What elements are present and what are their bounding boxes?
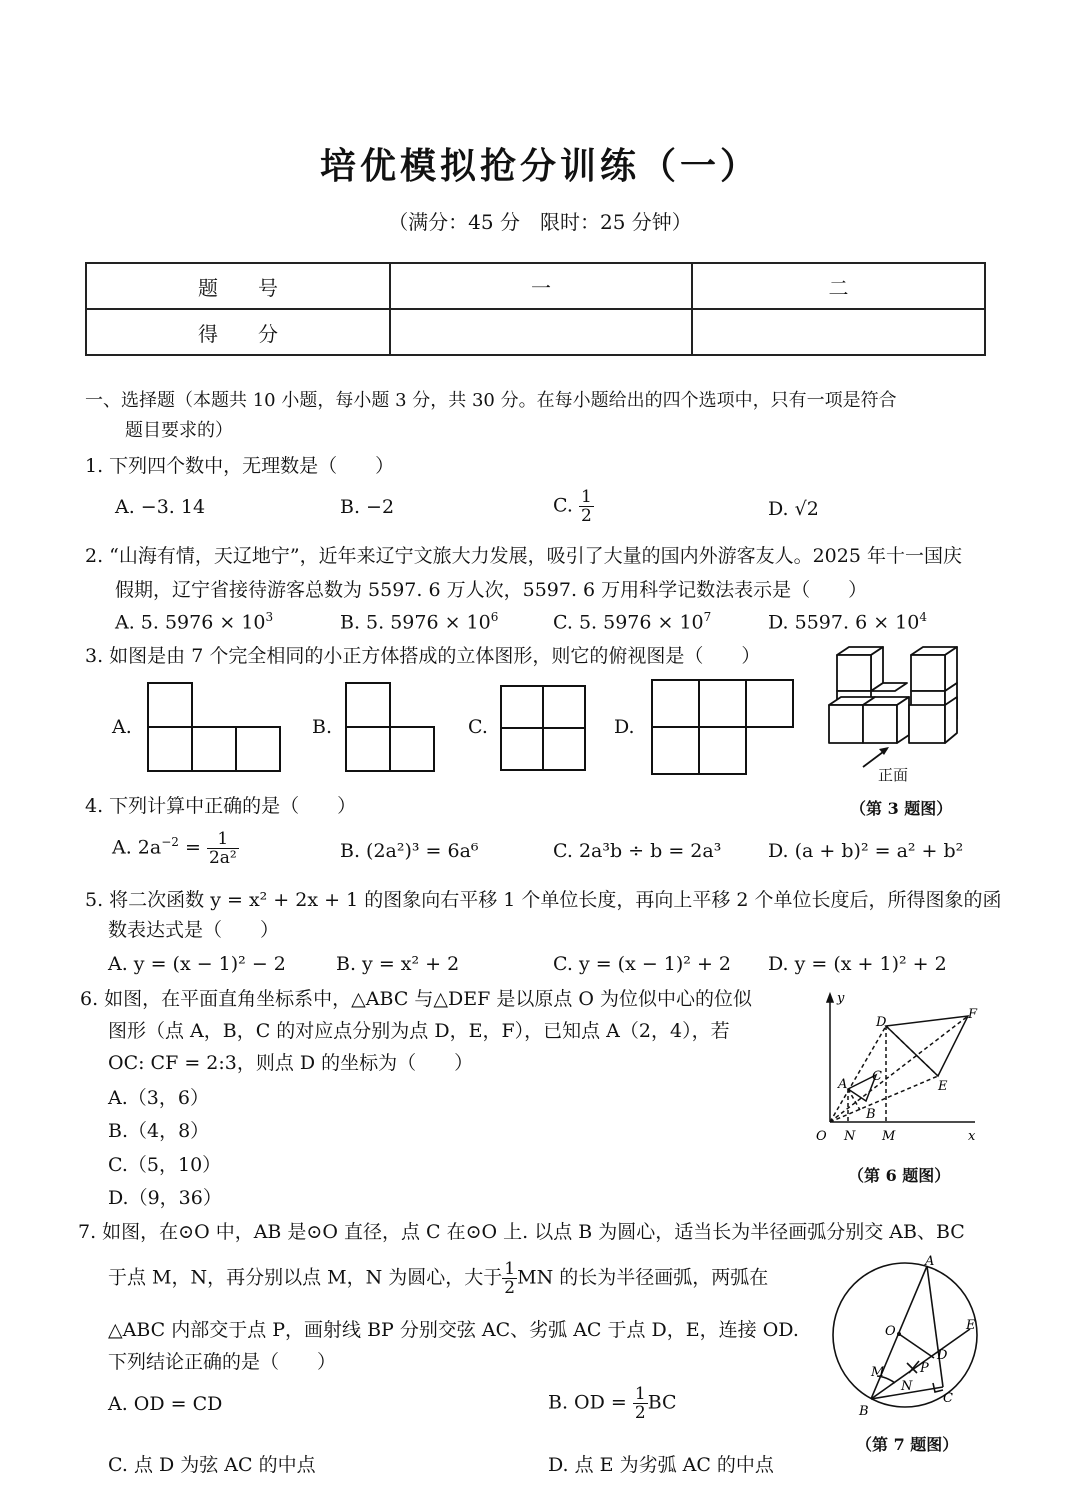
score-table-cell: 题 号 [86,263,390,309]
q2-a-base: A. 5. 5976 × 10 [115,611,266,634]
chord-ac [927,1266,943,1387]
q4-a-exp: −2 [161,835,179,850]
q1-c-numerator: 1 [580,487,592,507]
fig6-label-b: B [866,1107,876,1122]
q7-line2-pre: 于点 M，N，再分别以点 M，N 为圆心，大于 [108,1266,503,1289]
q4-option-c: C. 2a³b ÷ b = 2a³ [553,840,722,862]
score-table [85,262,986,356]
q1-option-d-value: √2 [794,498,819,520]
q7-line2-denominator: 2 [504,1278,516,1298]
q3-option-d-label: D. [614,716,635,738]
fig6-label-d: D [876,1015,887,1030]
q7-option-a: A. OD = CD [108,1393,223,1415]
fig7-label-n: N [901,1379,913,1394]
q6-caption: （第 6 题图） [848,1166,951,1185]
score-table-cell: 二 [692,263,985,309]
q7-b-denominator: 2 [634,1403,646,1423]
score-input-cell[interactable] [390,309,692,355]
fig7-label-b: B [859,1404,869,1419]
fig7-label-p: P [920,1361,929,1376]
q6-stem-line1: 6. 如图，在平面直角坐标系中，△ABC 与△DEF 是以原点 O 为位似中心的位似 [80,988,752,1010]
q7-b-post: BC [647,1391,677,1414]
fig7-label-e: E [966,1318,976,1333]
q7-caption: （第 7 题图） [856,1435,959,1454]
q7-stem-line2 [108,1260,768,1297]
q5-option-d: D. y = (x + 1)² + 2 [768,953,947,975]
q6-option-b: B.（4，8） [108,1120,210,1142]
q4-a-numerator: 1 [207,830,239,849]
q7-line2-post: MN 的长为半径画弧，两弧在 [517,1266,769,1289]
q5-stem-line2: 数表达式是（ ） [108,919,280,941]
q2-option-b [340,610,498,633]
q2-option-a [115,610,273,633]
q7-line2-numerator: 1 [504,1259,516,1279]
q6-option-d: D.（9，36） [108,1187,222,1209]
q5-stem-line1: 5. 将二次函数 y = x² + 2x + 1 的图象向右平移 1 个单位长度，再向上平移 2 个单位长度后，所得图象的函 [85,889,1002,911]
fig7-label-d: D [937,1348,948,1363]
q2-d-base: D. 5597. 6 × 10 [768,611,920,634]
q7-figure [825,1255,985,1420]
q3-option-b-figure [343,680,439,775]
q2-d-exp: 4 [919,610,927,624]
q2-option-c [553,610,711,633]
fig6-label-f: F [968,1007,978,1022]
q3-caption: （第 3 题图） [850,799,953,818]
q7-stem-line4: 下列结论正确的是（ ） [108,1351,337,1373]
q2-c-base: C. 5. 5976 × 10 [553,611,704,634]
fig7-label-m: M [871,1365,885,1380]
fig6-label-y: y [837,991,845,1006]
q7-stem-line3: △ABC 内部交于点 P，画射线 BP 分别交弦 AC、劣弧 AC 于点 D，E，连接 OD. [108,1319,799,1341]
q7-b-numerator: 1 [634,1384,646,1404]
q4-a-eq: = [178,836,201,859]
q2-b-exp: 6 [490,610,499,624]
q6-figure [810,990,985,1150]
q2-c-exp: 7 [703,610,712,624]
q3-option-c-label: C. [468,716,488,738]
score-input-cell[interactable] [692,309,985,355]
fig6-label-c: C [872,1069,882,1084]
q4-stem: 4. 下列计算中正确的是（ ） [85,795,357,817]
q2-b-base: B. 5. 5976 × 10 [340,611,491,634]
q7-option-d: D. 点 E 为劣弧 AC 的中点 [548,1454,774,1476]
q5-option-a: A. y = (x − 1)² − 2 [108,953,286,975]
q4-option-d: D. (a + b)² = a² + b² [768,840,964,862]
q2-stem-line2: 假期，辽宁省接待游客总数为 5597. 6 万人次，5597. 6 万用科学记数法表示是（ ） [115,579,868,601]
q7-b-pre: B. OD = [548,1391,627,1414]
fig6-label-a: A [838,1077,848,1092]
y-axis-arrow-icon [827,994,833,1002]
section-heading: 一、选择题（本题共 10 小题，每小题 3 分，共 30 分。在每小题给出的四个选项中，只有一项是符合 [85,390,897,411]
q1-option-b: B. −2 [340,496,395,518]
point-o [897,1332,901,1336]
fig6-label-e: E [938,1079,948,1094]
homothety-lines [830,1016,968,1122]
q4-a-denominator: 2a² [208,848,237,868]
fig6-label-x: x [968,1129,976,1144]
fig7-label-a: A [925,1254,935,1269]
q3-option-d-figure [649,677,799,779]
q1-option-d [768,498,819,520]
q3-front-label: 正面 [878,766,909,784]
fig6-label-n: N [844,1129,856,1144]
q7-option-b [548,1385,677,1422]
q3-option-c-figure [498,683,590,775]
score-table-cell: 一 [390,263,692,309]
q1-option-c-label: C. [553,494,573,517]
q6-stem-line2: 图形（点 A，B，C 的对应点分别为点 D，E，F），已知点 A（2，4），若 [108,1020,730,1042]
q6-stem-line3: OC: CF = 2:3，则点 D 的坐标为（ ） [108,1052,474,1074]
q6-option-a: A.（3，6） [108,1087,209,1109]
fig6-label-m: M [882,1129,896,1144]
fig6-label-o: O [816,1129,827,1144]
q1-c-denominator: 2 [580,506,592,526]
fig7-label-c: C [943,1391,953,1406]
q3-option-a-label: A. [112,716,132,738]
q1-option-a: A. −3. 14 [115,496,206,518]
q5-option-c: C. y = (x − 1)² + 2 [553,953,732,975]
triangle-def [886,1016,968,1076]
segment-od [899,1334,934,1358]
q3-option-a-figure [145,680,285,775]
page-title: 培优模拟抢分训练（一） [319,145,760,187]
q5-option-b: B. y = x² + 2 [336,953,460,975]
page-subtitle: （满分：45 分 限时：25 分钟） [388,210,692,234]
q1-option-d-label: D. [768,498,789,520]
q3-option-b-label: B. [312,716,333,738]
section-heading-cont: 题目要求的） [125,420,233,441]
q3-stem: 3. 如图是由 7 个完全相同的小正方体搭成的立体图形，则它的俯视图是（ ） [85,645,761,667]
q6-option-c: C.（5，10） [108,1154,222,1176]
q2-option-d [768,610,927,633]
q1-stem: 1. 下列四个数中，无理数是（ ） [85,455,395,477]
q7-stem-line1: 7. 如图，在⊙O 中，AB 是⊙O 直径，点 C 在⊙O 上. 以点 B 为圆心，适当长为半径画弧分别交 AB、BC [78,1221,965,1243]
fig7-label-o: O [885,1324,896,1339]
q7-option-c: C. 点 D 为弦 AC 的中点 [108,1454,316,1476]
q2-stem-line1: 2. “山海有情，天辽地宁”，近年来辽宁文旅大力发展，吸引了大量的国内外游客友人。2025 年十一国庆 [85,545,962,567]
q4-option-b: B. (2a²)³ = 6a⁶ [340,840,479,862]
q4-option-a [112,830,239,867]
q1-option-c [553,488,594,525]
q4-a-base: A. 2a [112,836,162,859]
score-table-cell: 得 分 [86,309,390,355]
q2-a-exp: 3 [265,610,274,624]
